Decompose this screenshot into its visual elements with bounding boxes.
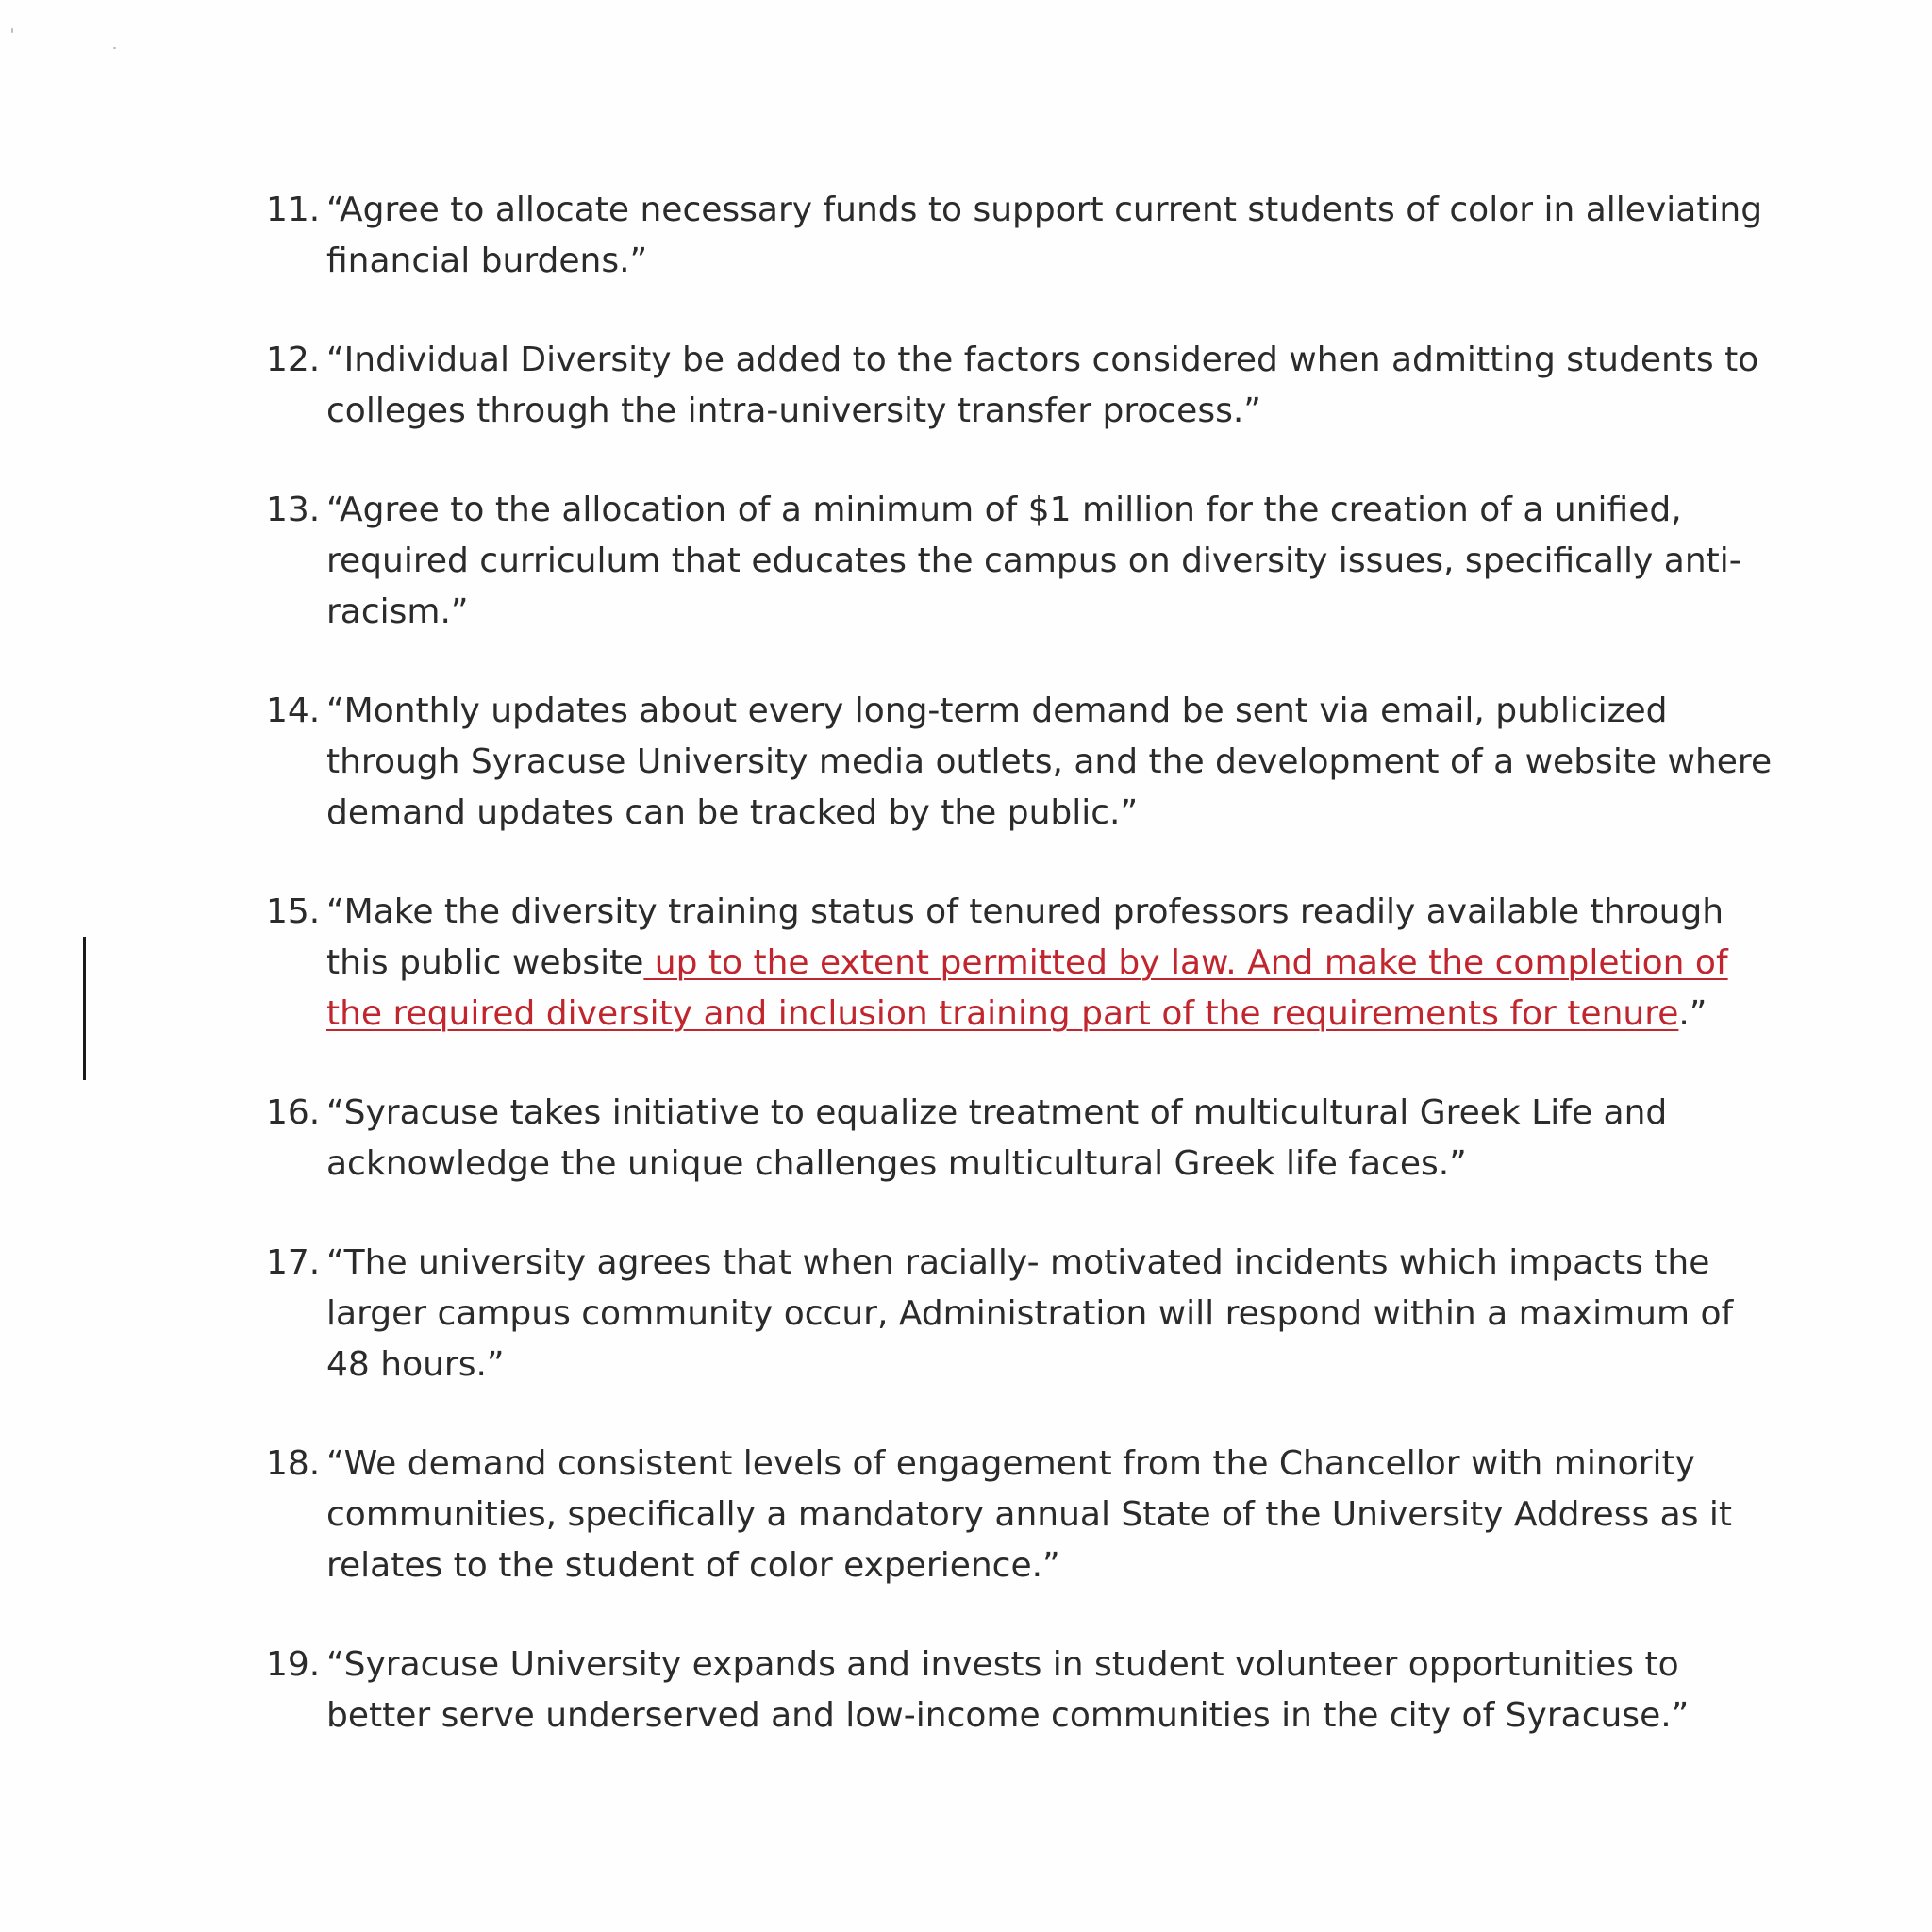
item-text: “Syracuse University expands and invests in student volunteer opportunities to better serve underserved and low-income communities in the city of Syracuse.” — [326, 1645, 1690, 1735]
item-text-original: “Make the diversity training status of tenured professors readily available through this public website — [326, 892, 1724, 982]
list-item-revised — [266, 887, 1775, 1040]
demands-list — [266, 185, 1775, 1790]
item-text: “Individual Diversity be added to the factors considered when admitting students to colleges through the intra-university transfer process.” — [326, 341, 1759, 430]
item-text: “The university agrees that when racially- motivated incidents which impacts the larger campus community occur, Administration will respond within a maximum of 48 hours.” — [326, 1243, 1734, 1384]
list-item — [266, 485, 1775, 638]
scan-speck — [113, 47, 116, 49]
item-text: “Agree to the allocation of a minimum of $1 million for the creation of a unified, required curriculum that educates the campus on diversity issues, specifically anti-racism.” — [326, 491, 1741, 631]
list-item — [266, 686, 1775, 839]
item-number: 15. — [266, 892, 321, 931]
item-text: “Syracuse takes initiative to equalize treatment of multicultural Greek Life and acknowledge the unique challenges multicultural Greek life faces.” — [326, 1093, 1668, 1183]
list-item — [266, 1238, 1775, 1391]
item-text-closing: .” — [1678, 994, 1707, 1033]
item-number: 12. — [266, 341, 321, 379]
item-number: 13. — [266, 491, 321, 529]
item-number: 11. — [266, 191, 321, 229]
item-number: 14. — [266, 691, 321, 730]
item-text — [326, 887, 1775, 1040]
inserted-revision-text: up to the extent permitted by law. And make the completion of the required diversity and inclusion training part of the requirements for tenure — [326, 943, 1728, 1033]
item-text: “We demand consistent levels of engagement from the Chancellor with minority communities, specifically a mandatory annual State of the University Address as it relates to the student of color experience.” — [326, 1444, 1733, 1585]
item-text: “Agree to allocate necessary funds to support current students of color in alleviating financial burdens.” — [326, 191, 1763, 280]
item-number: 19. — [266, 1645, 321, 1684]
item-number: 17. — [266, 1243, 321, 1282]
list-item — [266, 335, 1775, 437]
list-item — [266, 1439, 1775, 1591]
revision-change-bar — [83, 937, 86, 1080]
item-number: 18. — [266, 1444, 321, 1483]
scan-speck — [11, 28, 13, 33]
item-text: “Monthly updates about every long-term demand be sent via email, publicized through Syracuse University media outlets, and the development of a website where demand updates can be tracked by the public.” — [326, 691, 1773, 832]
list-item — [266, 1640, 1775, 1741]
item-number: 16. — [266, 1093, 321, 1132]
list-item — [266, 185, 1775, 287]
list-item — [266, 1088, 1775, 1190]
